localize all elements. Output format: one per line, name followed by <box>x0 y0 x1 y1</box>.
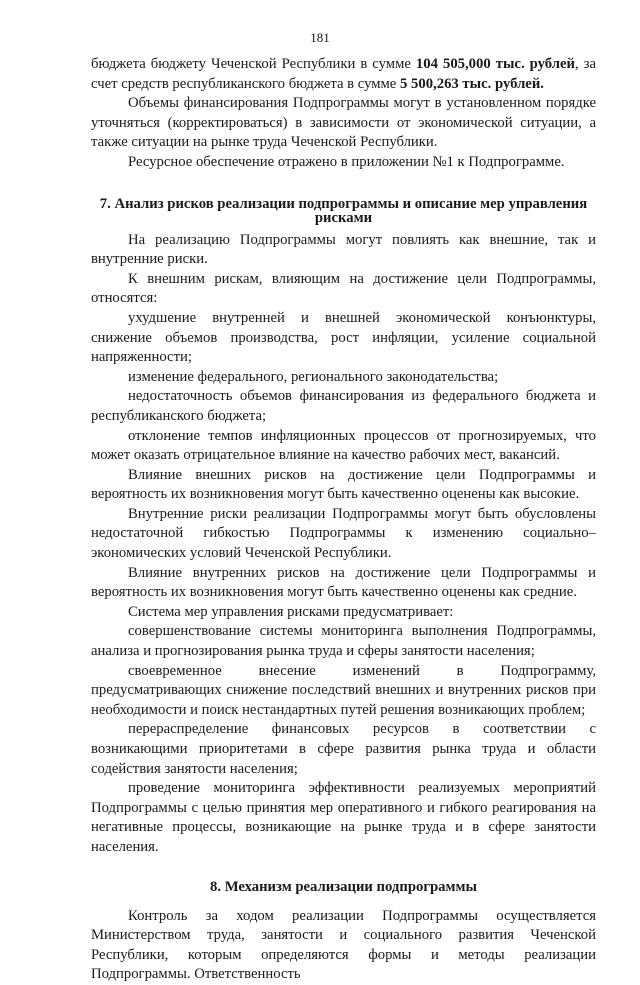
paragraph: Контроль за ходом реализации Подпрограммы осуществляется Министерством труда, занятости и социального развития Чеченской Республики, которым определяются формы и методы реализации Подпрограммы. Ответственность <box>91 907 596 983</box>
paragraph: Внутренние риски реализации Подпрограммы могут быть обусловлены недостаточной гибкостью Подпрограммы к изменению социально–экономических условий Чеченской Республики. <box>91 505 596 562</box>
bold-amount: 104 505,000 тыс. рублей <box>415 56 575 72</box>
text-run: бюджета бюджету Чеченской Республики в сумме <box>91 56 416 72</box>
paragraph: Объемы финансирования Подпрограммы могут в установленном порядке уточняться (корректироваться) в зависимости от экономической ситуации, а также ситуации на рынке труда Чеченской Республики. <box>91 95 596 151</box>
paragraph: отклонение темпов инфляционных процессов от прогнозируемых, что может оказать отрицательное влияние на качество рабочих мест, вакансий. <box>91 427 596 464</box>
paragraph: своевременное внесение изменений в Подпрограмму, предусматривающих снижение последствий внешних и внутренних рисков при необходимости и поиск нестандартных путей решения возникающих проблем; <box>91 662 596 718</box>
paragraph: Система мер управления рисками предусматривает: <box>128 603 454 620</box>
paragraph: перераспределение финансовых ресурсов в соответствии с возникающими приоритетами в сфере развития рынка труда и области содействия занятости населения; <box>91 721 596 777</box>
paragraph: ухудшение внутренней и внешней экономической конъюнктуры, снижение объемов производства, рост инфляции, усиление социальной напряженности; <box>91 309 596 366</box>
paragraph: изменение федерального, регионального законодательства; <box>128 368 499 385</box>
page-number: 181 <box>310 30 330 45</box>
paragraph: Ресурсное обеспечение отражено в приложении №1 к Подпрограмме. <box>128 153 565 170</box>
page-content <box>91 55 596 985</box>
paragraph: К внешним рискам, влияющим на достижение цели Подпрограммы, относятся: <box>91 270 596 307</box>
paragraph: совершенствование системы мониторинга выполнения Подпрограммы, анализа и прогнозирования рынка труда и сферы занятости населения; <box>91 623 596 660</box>
paragraph-budget <box>91 55 596 94</box>
paragraph: недостаточность объемов финансирования из федерального бюджета и республиканского бюджета; <box>91 388 596 424</box>
paragraph: проведение мониторинга эффективности реализуемых мероприятий Подпрограммы с целью принятия мер оперативного и гибкого реагирования на негативные процессы, возникающие на рынке труда и в сфере занятости населения. <box>91 780 596 855</box>
text-run: , за счет средств республиканского бюджета в сумме <box>91 56 596 92</box>
bold-amount: 5 500,263 тыс. рублей. <box>400 75 544 92</box>
section-7-heading: 7. Анализ рисков реализации подпрограммы и описание мер управления рисками <box>99 195 588 226</box>
paragraph: На реализацию Подпрограммы могут повлиять как внешние, так и внутренние риски. <box>91 231 596 268</box>
section-8-heading: 8. Механизм реализации подпрограммы <box>210 878 477 895</box>
paragraph: Влияние внешних рисков на достижение цели Подпрограммы и вероятность их возникновения могут быть качественно оценены как высокие. <box>91 466 596 503</box>
paragraph: Влияние внутренних рисков на достижение цели Подпрограммы и вероятность их возникновения могут быть качественно оценены как средние. <box>91 564 596 601</box>
